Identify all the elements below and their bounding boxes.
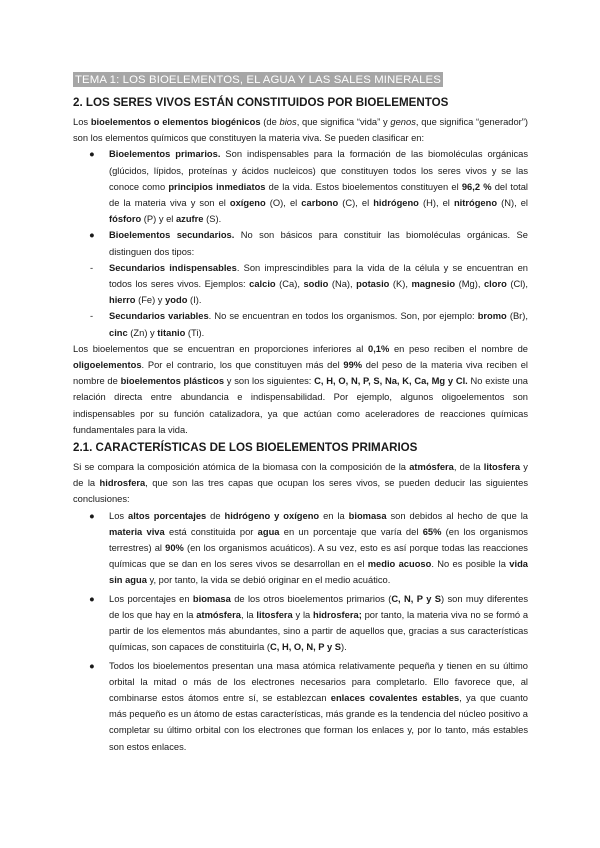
oligoelements-paragraph: Los bioelementos que se encuentran en proporciones inferiores al 0,1% en peso reciben el nombre de oligoelementos. Por el contrario, los que constituyen más del 99% del peso de la materia viva reciben el nombre de bioelementos plásticos y son los siguientes: C, H, O, N, P, S, Na, K, Ca, Mg y Cl. No existe una relación directa entre abundancia e indispensabilidad. Por ejemplo, algunos oligoelementos son indispensables por su función catalizadora, ya que actúan como aceleradores de reacciones químicas fundamentales para la vida. xyxy=(73,343,528,435)
bullet-mark: ● xyxy=(89,660,95,671)
section-2-intro: Los bioelementos o elementos biogénicos (de bios, que significa “vida” y genos, que significa “generador”) son los elementos químicos que constituyen la materia viva. Se pueden clasificar en: xyxy=(73,117,528,144)
section-2-heading: 2. LOS SERES VIVOS ESTÁN CONSTITUIDOS POR BIOELEMENTOS xyxy=(73,96,449,109)
chapter-banner: TEMA 1: LOS BIOELEMENTOS, EL AGUA Y LAS SALES MINERALES xyxy=(75,74,441,86)
list-item-variables: - Secundarios variables. No se encuentran en todos los organismos. Son, por ejemplo: bromo (Br), cinc (Zn) y titanio (Ti). xyxy=(73,308,528,340)
section-2-1-intro: Si se compara la composición atómica de la biomasa con la composición de la atmósfera, de la litosfera y de la hidrosfera, que son las tres capas que ocupan los seres vivos, se pueden deducir las siguientes conclusiones: xyxy=(73,462,529,505)
bioelement-classes-list xyxy=(73,146,528,340)
list-item-conclusion-1: ● Los altos porcentajes de hidrógeno y oxígeno en la biomasa son debidos al hecho de que la materia viva está constituida por agua en un porcentaje que varía del 65% (en los organismos terrestres) al 90% (en los organismos acuáticos). A su vez, esto es así porque todas las reacciones químicas que se dan en los seres vivos se desarrollan en el medio acuoso. No es posible la vida sin agua y, por tanto, la vida se debió originar en el medio acuático. xyxy=(73,508,528,589)
list-item-conclusion-3: ● Todos los bioelementos presentan una masa atómica relativamente pequeña y tienen en su último orbital la mitad o más de los electrones necesarios para completarlo. Ello favorece que, al combinarse estos átomos entre sí, se establezcan enlaces covalentes estables, ya que cuanto más pequeño es un átomo de estas características, más grande es la tendencia del núcleo positivo a completar su último orbital con los electrones que forman los enlaces y, por lo tanto, más estables son estos enlaces. xyxy=(73,658,528,755)
dash-mark: - xyxy=(90,311,94,322)
conclusions-list xyxy=(73,508,528,755)
list-item-conclusion-2: ● Los porcentajes en biomasa de los otros bioelementos primarios (C, N, P y S) son muy diferentes de los que hay en la atmósfera, la litosfera y la hidrosfera; por tanto, la materia viva no se formó a partir de los elementos más abundantes, sino a partir de aquellos que, gracias a sus características químicas, son capaces de constituirla (C, H, O, N, P y S). xyxy=(73,591,528,656)
section-2-1-heading: 2.1. CARACTERÍSTICAS DE LOS BIOELEMENTOS PRIMARIOS xyxy=(73,441,418,455)
bullet-mark: ● xyxy=(89,593,95,604)
list-item-secundarios: ● Bioelementos secundarios. No son básicos para constituir las biomoléculas orgánicas. Se distinguen dos tipos: xyxy=(73,227,528,259)
bullet-mark: ● xyxy=(89,510,95,521)
bullet-mark: ● xyxy=(89,149,95,160)
list-item-primarios: ● Bioelementos primarios. Son indispensables para la formación de las biomoléculas orgánicas (glúcidos, lípidos, proteínas y ácidos nucleicos) que constituyen todos los seres vivos y se las conoce como principios inmediatos de la vida. Estos bioelementos constituyen el 96,2 % del total de la materia viva y son el oxígeno (O), el carbono (C), el hidrógeno (H), el nitrógeno (N), el fósforo (P) y el azufre (S). xyxy=(73,146,528,227)
dash-mark: - xyxy=(90,262,94,273)
list-item-indispensables: - Secundarios indispensables. Son imprescindibles para la vida de la célula y se encuentran en todos los seres vivos. Ejemplos: calcio (Ca), sodio (Na), potasio (K), magnesio (Mg), cloro (Cl), hierro (Fe) y yodo (I). xyxy=(73,260,528,309)
bullet-mark: ● xyxy=(89,230,95,241)
